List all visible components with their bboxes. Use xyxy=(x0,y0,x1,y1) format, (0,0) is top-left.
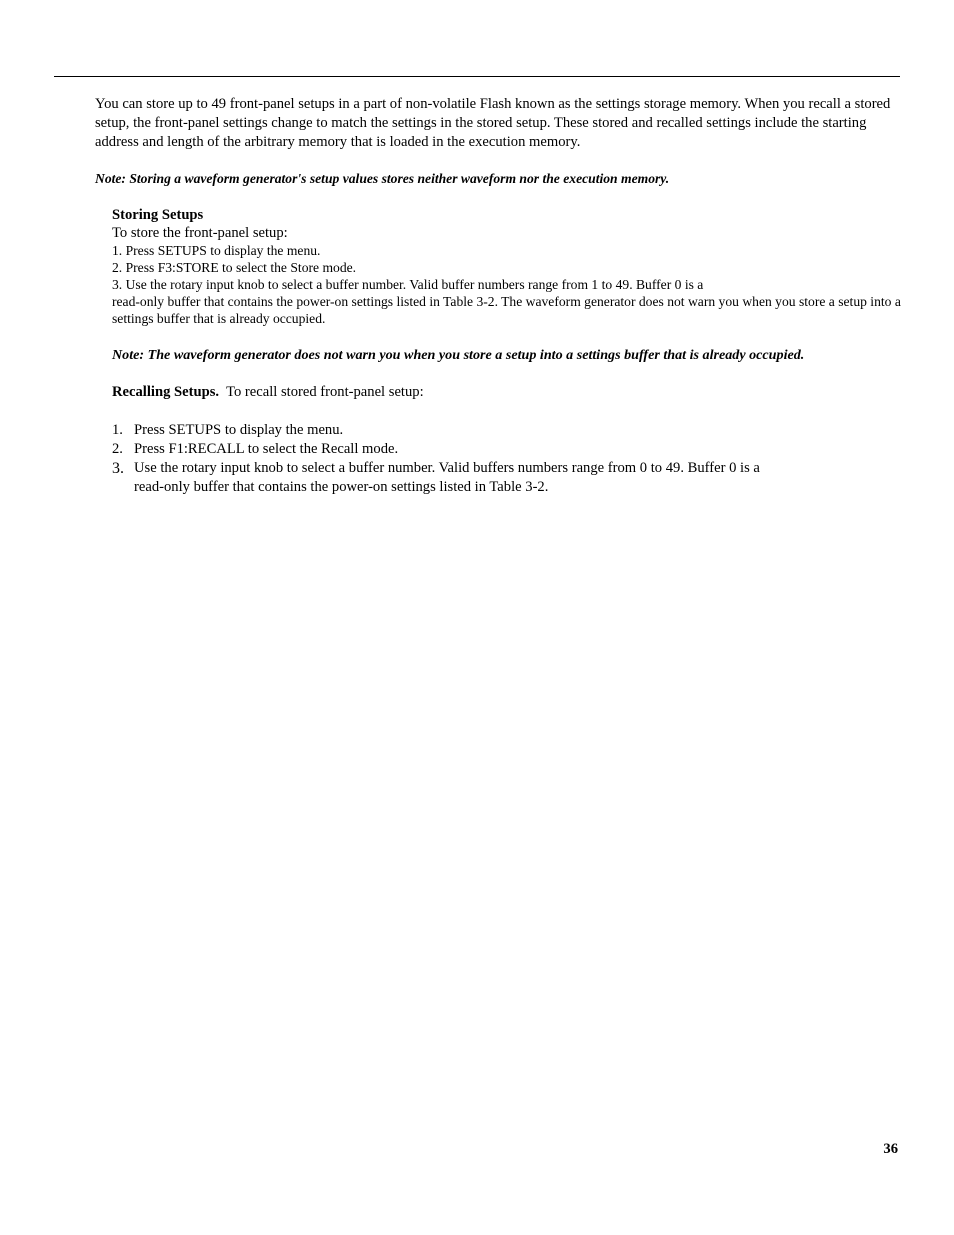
recall-step-3-text-continued: read-only buffer that contains the power-on settings listed in Table 3-2. xyxy=(134,479,549,495)
note-storing-waveform: Note: Storing a waveform generator's setup values stores neither waveform nor the execution memory. xyxy=(95,171,670,186)
note-no-overwrite-warning: Note: The waveform generator does not warn you when you store a setup into a settings buffer that is already occupied. xyxy=(112,347,805,363)
recalling-setups-lead: To recall stored front-panel setup: xyxy=(226,384,424,400)
recalling-steps-list xyxy=(112,421,912,497)
storing-setups-heading: Storing Setups xyxy=(112,207,204,223)
recalling-setups-heading: Recalling Setups. xyxy=(112,384,220,400)
header-rule xyxy=(54,76,900,77)
recall-step-2-number: 2. xyxy=(112,441,123,457)
recall-step-3 xyxy=(112,459,912,497)
storing-setups-section xyxy=(112,206,912,327)
recalling-setups-intro xyxy=(112,383,912,401)
recall-step-1-text: Press SETUPS to display the menu. xyxy=(134,422,344,438)
storing-step-2: 2. Press F3:STORE to select the Store mode. xyxy=(112,260,357,275)
recall-step-3-number: 3. xyxy=(112,460,124,477)
recall-step-2 xyxy=(112,440,912,459)
recall-step-3-text: Use the rotary input knob to select a buffer number. Valid buffers numbers range from 0 to 49. Buffer 0 is a xyxy=(134,460,760,476)
recall-step-1 xyxy=(112,421,912,440)
storing-step-3-continued: read-only buffer that contains the power-on settings listed in Table 3-2. The waveform generator does not warn you when you store a setup into a settings buffer that is already occupied. xyxy=(112,294,901,326)
storing-step-3: 3. Use the rotary input knob to select a buffer number. Valid buffer numbers range from 1 to 49. Buffer 0 is a xyxy=(112,277,704,292)
page-number: 36 xyxy=(883,1141,898,1157)
recall-step-1-number: 1. xyxy=(112,422,123,438)
intro-paragraph: You can store up to 49 front-panel setups in a part of non-volatile Flash known as the settings storage memory. When you recall a stored setup, the front-panel settings change to match the settings in the stored setup. These stored and recalled settings include the starting address and length of the arbitrary memory that is loaded in the execution memory. xyxy=(95,96,891,150)
recall-step-2-text: Press F1:RECALL to select the Recall mode. xyxy=(134,441,399,457)
storing-setups-lead: To store the front-panel setup: xyxy=(112,225,288,241)
storing-step-1: 1. Press SETUPS to display the menu. xyxy=(112,243,321,258)
